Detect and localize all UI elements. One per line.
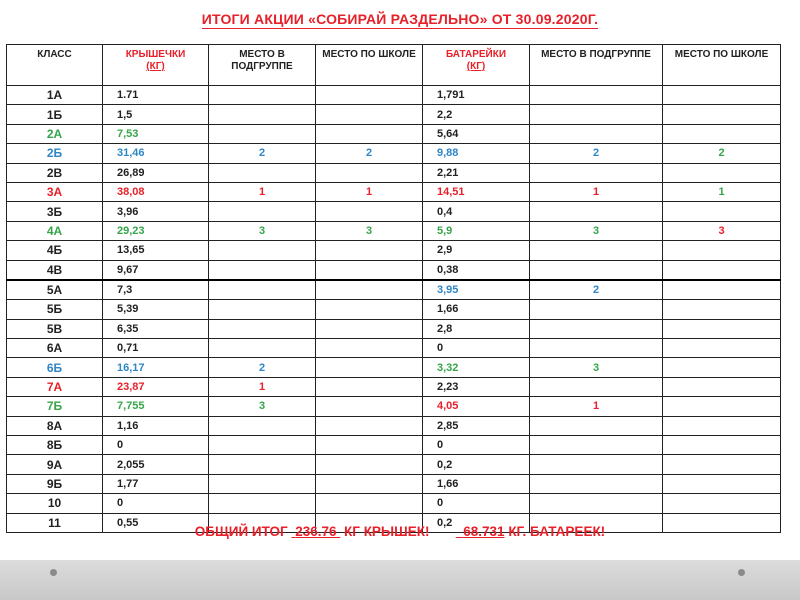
- caps-cell: 0,71: [103, 339, 209, 358]
- batt-subgroup-place-cell: [530, 86, 663, 105]
- class-cell: 7Б: [7, 397, 103, 416]
- table-row: [7, 280, 781, 300]
- header-caps-place-school: МЕСТО ПО ШКОЛЕ: [316, 45, 423, 86]
- batteries-cell: 0,2: [423, 513, 530, 532]
- class-cell: 5А: [7, 280, 103, 300]
- right-dot-icon: [738, 569, 745, 576]
- caps-cell: 13,65: [103, 241, 209, 260]
- batt-subgroup-place-cell: [530, 339, 663, 358]
- caps-subgroup-place-cell: [209, 163, 316, 182]
- class-cell: 4Б: [7, 241, 103, 260]
- batt-school-place-cell: [663, 86, 781, 105]
- class-cell: 5Б: [7, 300, 103, 319]
- header-row: [7, 45, 781, 86]
- table-row: [7, 221, 781, 240]
- caps-subgroup-place-cell: [209, 241, 316, 260]
- caps-subgroup-place-cell: [209, 474, 316, 493]
- caps-subgroup-place-cell: [209, 455, 316, 474]
- class-cell: 2А: [7, 124, 103, 143]
- caps-subgroup-place-cell: [209, 280, 316, 300]
- caps-cell: 0,55: [103, 513, 209, 532]
- class-cell: 8А: [7, 416, 103, 435]
- caps-school-place-cell: 3: [316, 221, 423, 240]
- table-row: [7, 182, 781, 201]
- caps-cell: 0: [103, 436, 209, 455]
- caps-subgroup-place-cell: [209, 124, 316, 143]
- batt-subgroup-place-cell: [530, 319, 663, 338]
- table-row: [7, 339, 781, 358]
- caps-cell: 2,055: [103, 455, 209, 474]
- batt-school-place-cell: [663, 300, 781, 319]
- caps-cell: 16,17: [103, 358, 209, 377]
- caps-subgroup-place-cell: [209, 416, 316, 435]
- batteries-cell: 3,32: [423, 358, 530, 377]
- batteries-cell: 0,4: [423, 202, 530, 221]
- total-summary: [0, 524, 800, 539]
- caps-subgroup-place-cell: [209, 202, 316, 221]
- caps-school-place-cell: [316, 86, 423, 105]
- batt-subgroup-place-cell: [530, 494, 663, 513]
- table-row: [7, 494, 781, 513]
- caps-cell: 1,5: [103, 105, 209, 124]
- table-row: [7, 105, 781, 124]
- class-cell: 4А: [7, 221, 103, 240]
- left-dot-icon: [50, 569, 57, 576]
- batt-school-place-cell: 1: [663, 182, 781, 201]
- caps-cell: 3,96: [103, 202, 209, 221]
- batt-school-place-cell: [663, 260, 781, 280]
- caps-school-place-cell: [316, 494, 423, 513]
- table-row: [7, 86, 781, 105]
- table-row: [7, 397, 781, 416]
- batt-subgroup-place-cell: 2: [530, 144, 663, 163]
- caps-cell: 31,46: [103, 144, 209, 163]
- batteries-cell: 2,8: [423, 319, 530, 338]
- class-cell: 3Б: [7, 202, 103, 221]
- class-cell: 5В: [7, 319, 103, 338]
- total-batt-value: 68.731: [463, 524, 505, 539]
- batteries-cell: 1,791: [423, 86, 530, 105]
- header-caps: КРЫШЕЧКИ (КГ): [103, 45, 209, 86]
- batteries-cell: 0: [423, 339, 530, 358]
- batt-subgroup-place-cell: 1: [530, 397, 663, 416]
- batteries-cell: 14,51: [423, 182, 530, 201]
- caps-cell: 23,87: [103, 377, 209, 396]
- class-cell: 9Б: [7, 474, 103, 493]
- batt-school-place-cell: [663, 416, 781, 435]
- caps-cell: 1,16: [103, 416, 209, 435]
- caps-school-place-cell: [316, 202, 423, 221]
- batteries-cell: 2,2: [423, 105, 530, 124]
- results-table: [6, 44, 781, 533]
- batt-school-place-cell: [663, 124, 781, 143]
- batteries-cell: 5,64: [423, 124, 530, 143]
- caps-cell: 26,89: [103, 163, 209, 182]
- batt-school-place-cell: [663, 377, 781, 396]
- caps-subgroup-place-cell: 1: [209, 377, 316, 396]
- caps-subgroup-place-cell: [209, 260, 316, 280]
- batt-school-place-cell: 3: [663, 221, 781, 240]
- batteries-cell: 3,95: [423, 280, 530, 300]
- table-row: [7, 474, 781, 493]
- batt-subgroup-place-cell: [530, 260, 663, 280]
- batt-subgroup-place-cell: 3: [530, 358, 663, 377]
- caps-school-place-cell: 2: [316, 144, 423, 163]
- caps-school-place-cell: [316, 124, 423, 143]
- batt-school-place-cell: [663, 280, 781, 300]
- batteries-cell: 0: [423, 494, 530, 513]
- caps-subgroup-place-cell: 3: [209, 397, 316, 416]
- batteries-cell: 4,05: [423, 397, 530, 416]
- batt-subgroup-place-cell: [530, 241, 663, 260]
- class-cell: 6Б: [7, 358, 103, 377]
- caps-cell: 29,23: [103, 221, 209, 240]
- caps-school-place-cell: [316, 474, 423, 493]
- batteries-cell: 0: [423, 436, 530, 455]
- caps-subgroup-place-cell: [209, 105, 316, 124]
- caps-subgroup-place-cell: [209, 300, 316, 319]
- class-cell: 6А: [7, 339, 103, 358]
- header-caps-place-subgroup: МЕСТО В ПОДГРУППЕ: [209, 45, 316, 86]
- batt-school-place-cell: 2: [663, 144, 781, 163]
- table-row: [7, 319, 781, 338]
- caps-cell: 6,35: [103, 319, 209, 338]
- class-cell: 2В: [7, 163, 103, 182]
- batteries-cell: 1,66: [423, 300, 530, 319]
- class-cell: 11: [7, 513, 103, 532]
- table-row: [7, 436, 781, 455]
- class-cell: 3А: [7, 182, 103, 201]
- caps-subgroup-place-cell: 2: [209, 144, 316, 163]
- batt-subgroup-place-cell: [530, 474, 663, 493]
- table-row: [7, 241, 781, 260]
- batt-school-place-cell: [663, 455, 781, 474]
- total-batt-suffix: КГ. БАТАРЕЕК!: [508, 524, 606, 539]
- class-cell: 10: [7, 494, 103, 513]
- batt-subgroup-place-cell: 3: [530, 221, 663, 240]
- class-cell: 9А: [7, 455, 103, 474]
- table-row: [7, 377, 781, 396]
- caps-subgroup-place-cell: [209, 339, 316, 358]
- caps-school-place-cell: [316, 260, 423, 280]
- batt-subgroup-place-cell: [530, 416, 663, 435]
- caps-cell: 7,3: [103, 280, 209, 300]
- header-batt-place-school: МЕСТО ПО ШКОЛЕ: [663, 45, 781, 86]
- class-cell: 4В: [7, 260, 103, 280]
- caps-school-place-cell: [316, 358, 423, 377]
- class-cell: 2Б: [7, 144, 103, 163]
- batteries-cell: 0,2: [423, 455, 530, 474]
- batteries-cell: 2,21: [423, 163, 530, 182]
- batteries-cell: 2,9: [423, 241, 530, 260]
- batteries-cell: 2,85: [423, 416, 530, 435]
- batteries-cell: 5,9: [423, 221, 530, 240]
- batt-school-place-cell: [663, 105, 781, 124]
- batt-school-place-cell: [663, 397, 781, 416]
- class-cell: 7А: [7, 377, 103, 396]
- caps-cell: 1,77: [103, 474, 209, 493]
- class-cell: 1А: [7, 86, 103, 105]
- batt-subgroup-place-cell: [530, 105, 663, 124]
- class-cell: 1Б: [7, 105, 103, 124]
- table-row: [7, 300, 781, 319]
- batt-subgroup-place-cell: [530, 455, 663, 474]
- batt-school-place-cell: [663, 319, 781, 338]
- header-batt-place-subgroup: МЕСТО В ПОДГРУППЕ: [530, 45, 663, 86]
- page-title: ИТОГИ АКЦИИ «СОБИРАЙ РАЗДЕЛЬНО» ОТ 30.09.2020Г.: [201, 11, 599, 27]
- caps-subgroup-place-cell: 1: [209, 182, 316, 201]
- batt-subgroup-place-cell: 1: [530, 182, 663, 201]
- caps-school-place-cell: [316, 455, 423, 474]
- batt-subgroup-place-cell: [530, 377, 663, 396]
- table-row: [7, 455, 781, 474]
- caps-subgroup-place-cell: [209, 494, 316, 513]
- batt-subgroup-place-cell: [530, 124, 663, 143]
- batt-subgroup-place-cell: [530, 436, 663, 455]
- batt-subgroup-place-cell: 2: [530, 280, 663, 300]
- caps-cell: 38,08: [103, 182, 209, 201]
- batt-school-place-cell: [663, 474, 781, 493]
- caps-cell: 0: [103, 494, 209, 513]
- header-class: КЛАСС: [7, 45, 103, 86]
- batt-school-place-cell: [663, 163, 781, 182]
- table-row: [7, 144, 781, 163]
- batt-school-place-cell: [663, 436, 781, 455]
- table-row: [7, 358, 781, 377]
- caps-school-place-cell: [316, 436, 423, 455]
- caps-subgroup-place-cell: [209, 436, 316, 455]
- total-prefix: ОБЩИЙ ИТОГ: [194, 524, 288, 539]
- caps-school-place-cell: [316, 377, 423, 396]
- total-caps-suffix: КГ КРЫШЕК!: [344, 524, 430, 539]
- caps-school-place-cell: 1: [316, 182, 423, 201]
- header-batteries: БАТАРЕЙКИ (КГ): [423, 45, 530, 86]
- table-row: [7, 124, 781, 143]
- caps-school-place-cell: [316, 300, 423, 319]
- batt-school-place-cell: [663, 241, 781, 260]
- caps-school-place-cell: [316, 397, 423, 416]
- caps-cell: 7,53: [103, 124, 209, 143]
- caps-school-place-cell: [316, 416, 423, 435]
- caps-school-place-cell: [316, 105, 423, 124]
- caps-school-place-cell: [316, 280, 423, 300]
- batteries-cell: 2,23: [423, 377, 530, 396]
- caps-school-place-cell: [316, 241, 423, 260]
- batt-subgroup-place-cell: [530, 300, 663, 319]
- batt-subgroup-place-cell: [530, 163, 663, 182]
- caps-cell: 7,755: [103, 397, 209, 416]
- batt-school-place-cell: [663, 202, 781, 221]
- caps-cell: 5,39: [103, 300, 209, 319]
- caps-subgroup-place-cell: 2: [209, 358, 316, 377]
- caps-cell: 1.71: [103, 86, 209, 105]
- caps-school-place-cell: [316, 319, 423, 338]
- batt-subgroup-place-cell: [530, 202, 663, 221]
- caps-subgroup-place-cell: [209, 86, 316, 105]
- caps-subgroup-place-cell: 3: [209, 221, 316, 240]
- bottom-bar: [0, 560, 800, 600]
- caps-school-place-cell: [316, 339, 423, 358]
- caps-school-place-cell: [316, 163, 423, 182]
- total-caps-value: 236.76: [295, 524, 337, 539]
- batt-school-place-cell: [663, 339, 781, 358]
- batt-school-place-cell: [663, 358, 781, 377]
- table-row: [7, 260, 781, 280]
- class-cell: 8Б: [7, 436, 103, 455]
- batteries-cell: 0,38: [423, 260, 530, 280]
- caps-cell: 9,67: [103, 260, 209, 280]
- table-row: [7, 163, 781, 182]
- table-row: [7, 202, 781, 221]
- batt-school-place-cell: [663, 494, 781, 513]
- batteries-cell: 9,88: [423, 144, 530, 163]
- table-row: [7, 416, 781, 435]
- caps-subgroup-place-cell: [209, 319, 316, 338]
- batteries-cell: 1,66: [423, 474, 530, 493]
